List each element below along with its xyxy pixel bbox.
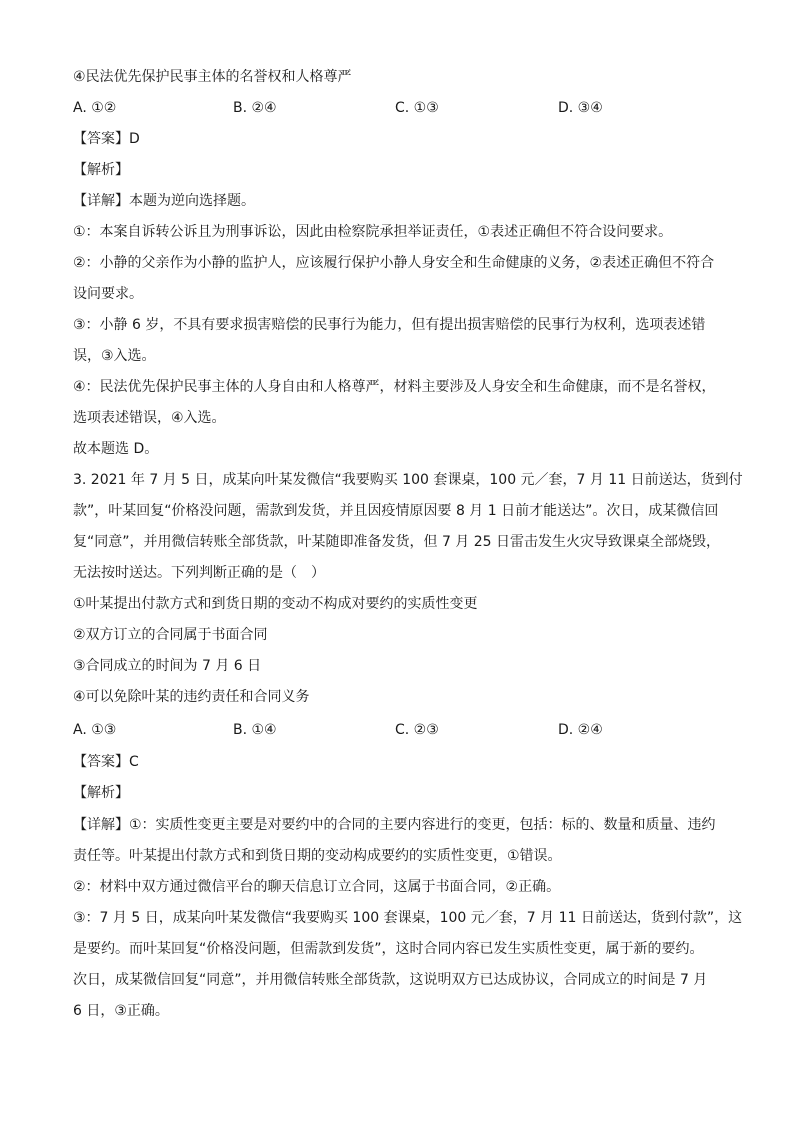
q3-analysis-heading: 【解析】: [73, 785, 129, 801]
q3-statement-2: ②双方订立的合同属于书面合同: [73, 627, 268, 643]
q2-detail-4: ④：民法优先保护民事主体的人身自由和人格尊严，材料主要涉及人身安全和生命健康，而不是名誉权，: [73, 379, 716, 395]
q3-stem-2: 款”，叶某回复“价格没问题，需款到发货，并且因疫情原因要 8 月 1 日前才能送达”。次日，成某微信回: [73, 503, 719, 519]
q3-answer: 【答案】C: [73, 754, 139, 770]
q3-detail-3: ③：7 月 5 日，成某向叶某发微信“我要购买 100 套课桌，100 元／套，7 月 11 日前送达，货到付款”，这: [73, 910, 743, 926]
q3-detail-3-cont3: 6 日，③正确。: [73, 1003, 169, 1019]
q3-stem-4: 无法按时送达。下列判断正确的是（ ）: [73, 565, 325, 581]
q2-option-b: B. ②④: [233, 100, 277, 116]
q2-conclusion: 故本题选 D。: [73, 441, 159, 457]
q3-detail-3-cont2: 次日，成某微信回复“同意”，并用微信转账全部货款，这说明双方已达成协议，合同成立的时间是 7 月: [73, 972, 708, 988]
q3-option-b: B. ①④: [233, 722, 277, 738]
q2-statement-4: ④民法优先保护民事主体的名誉权和人格尊严: [73, 69, 352, 85]
q3-stem-1: 3. 2021 年 7 月 5 日，成某向叶某发微信“我要购买 100 套课桌，100 元／套，7 月 11 日前送达，货到付: [73, 472, 743, 488]
q2-detail-1: ①：本案自诉转公诉且为刑事诉讼，因此由检察院承担举证责任，①表述正确但不符合设问要求。: [73, 224, 673, 240]
q3-option-a: A. ①③: [73, 722, 117, 738]
q3-detail-2: ②：材料中双方通过微信平台的聊天信息订立合同，这属于书面合同，②正确。: [73, 879, 561, 895]
q3-option-c: C. ②③: [395, 722, 439, 738]
q2-detail-3: ③：小静 6 岁，不具有要求损害赔偿的民事行为能力，但有提出损害赔偿的民事行为权利，选项表述错: [73, 317, 706, 333]
q3-option-d: D. ②④: [558, 722, 603, 738]
q2-option-a: A. ①②: [73, 100, 117, 116]
q3-detail-3-cont: 是要约。而叶某回复“价格没问题，但需款到发货”，这时合同内容已发生实质性变更，属于新的要约。: [73, 941, 704, 957]
q2-option-d: D. ③④: [558, 100, 603, 116]
q3-statement-1: ①叶某提出付款方式和到货日期的变动不构成对要约的实质性变更: [73, 596, 478, 612]
q2-detail-2-cont: 设问要求。: [73, 286, 143, 302]
q3-statement-4: ④可以免除叶某的违约责任和合同义务: [73, 689, 310, 705]
q3-stem-3: 复“同意”，并用微信转账全部货款，叶某随即准备发货，但 7 月 25 日雷击发生火灾导致课桌全部烧毁，: [73, 534, 721, 550]
q2-option-c: C. ①③: [395, 100, 439, 116]
q2-detail-3-cont: 误，③入选。: [73, 348, 156, 364]
q2-answer: 【答案】D: [73, 131, 140, 147]
q2-detail-2: ②：小静的父亲作为小静的监护人，应该履行保护小静人身安全和生命健康的义务，②表述正确但不符合: [73, 255, 715, 271]
q3-detail-1: 【详解】①：实质性变更主要是对要约中的合同的主要内容进行的变更，包括：标的、数量和质量、违约: [73, 817, 716, 833]
q2-detail-4-cont: 选项表述错误，④入选。: [73, 410, 226, 426]
q3-options: [73, 720, 723, 740]
q2-analysis-heading: 【解析】: [73, 162, 129, 178]
q2-detail-intro: 【详解】本题为逆向选择题。: [73, 193, 255, 209]
q2-options: [73, 98, 723, 118]
q3-detail-1-cont: 责任等。叶某提出付款方式和到货日期的变动构成要约的实质性变更，①错误。: [73, 848, 562, 864]
q3-statement-3: ③合同成立的时间为 7 月 6 日: [73, 658, 262, 674]
